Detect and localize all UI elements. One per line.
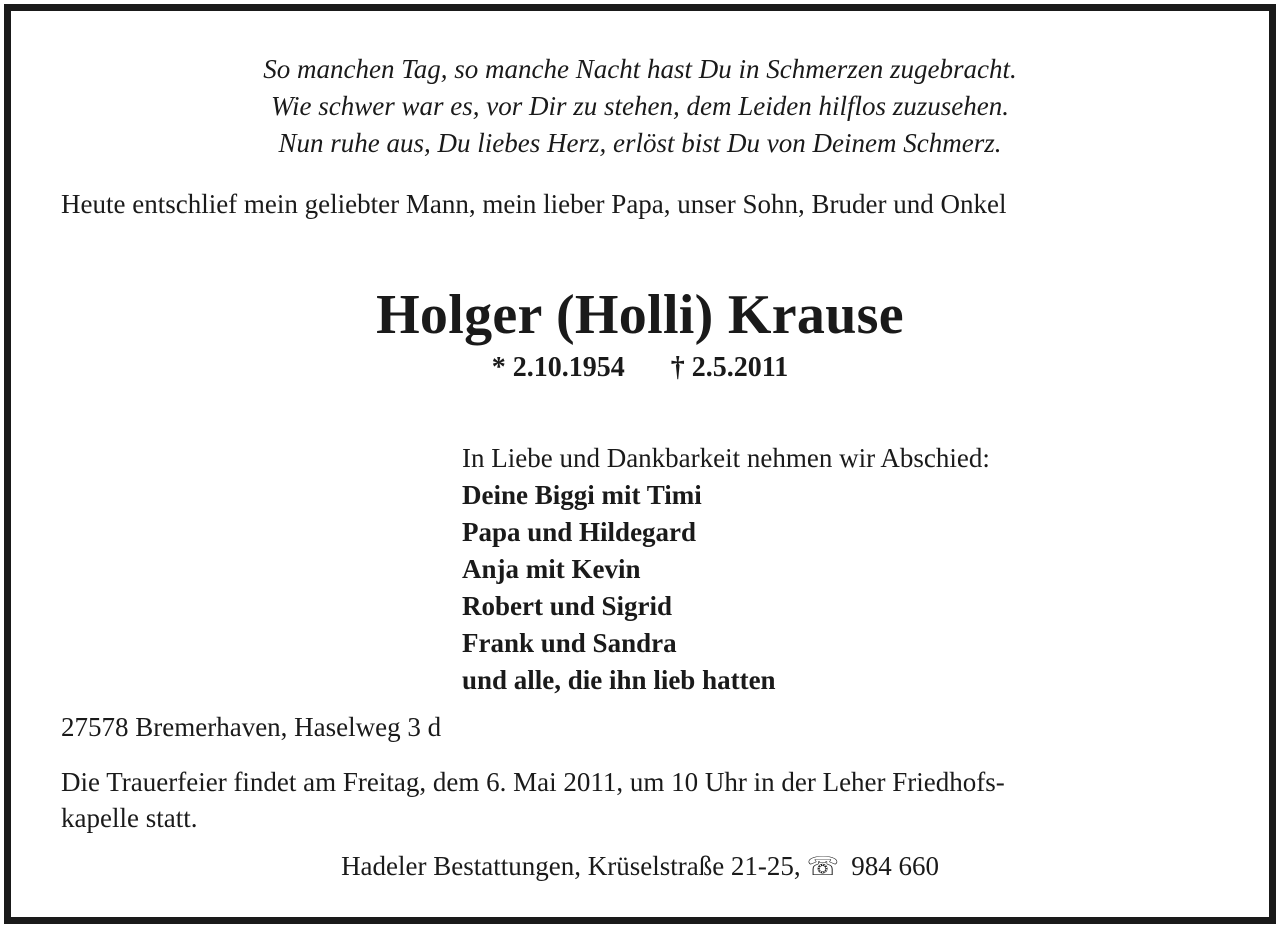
funeral-home-address: Hadeler Bestattungen, Krüselstraße 21-25, [341, 851, 801, 881]
telephone-icon: ☏ [806, 852, 840, 882]
death-date: † 2.5.2011 [670, 352, 789, 383]
funeral-home-contact [11, 851, 1269, 882]
life-dates [11, 351, 1269, 385]
family-address: 27578 Bremerhaven, Haselweg 3 d [61, 712, 442, 742]
mourner-name: Frank und Sandra [462, 628, 677, 658]
mourner-name: Anja mit Kevin [462, 554, 641, 584]
funeral-service-info [61, 764, 1201, 836]
memorial-poem [11, 51, 1269, 162]
mourner-name: Papa und Hildegard [462, 517, 697, 547]
service-line: Die Trauerfeier findet am Freitag, dem 6. Mai 2011, um 10 Uhr in der Leher Friedhofs- [61, 767, 1005, 797]
farewell-block [462, 440, 990, 699]
farewell-lead: In Liebe und Dankbarkeit nehmen wir Abschied: [462, 443, 990, 473]
mourner-name: Deine Biggi mit Timi [462, 480, 702, 510]
mourner-name: Robert und Sigrid [462, 591, 673, 621]
poem-line: So manchen Tag, so manche Nacht hast Du in Schmerzen zugebracht. [263, 54, 1017, 84]
mourner-name: und alle, die ihn lieb hatten [462, 665, 776, 695]
phone-number: 984 660 [851, 851, 939, 881]
poem-line: Nun ruhe aus, Du liebes Herz, erlöst bist Du von Deinem Schmerz. [278, 128, 1002, 158]
announcement-intro: Heute entschlief mein geliebter Mann, mein lieber Papa, unser Sohn, Bruder und Onkel [61, 189, 1007, 219]
birth-date: * 2.10.1954 [491, 352, 625, 383]
service-line: kapelle statt. [61, 803, 198, 833]
obituary-notice [4, 4, 1276, 924]
poem-line: Wie schwer war es, vor Dir zu stehen, dem Leiden hilflos zuzusehen. [271, 91, 1009, 121]
deceased-name: Holger (Holli) Krause [376, 284, 904, 346]
